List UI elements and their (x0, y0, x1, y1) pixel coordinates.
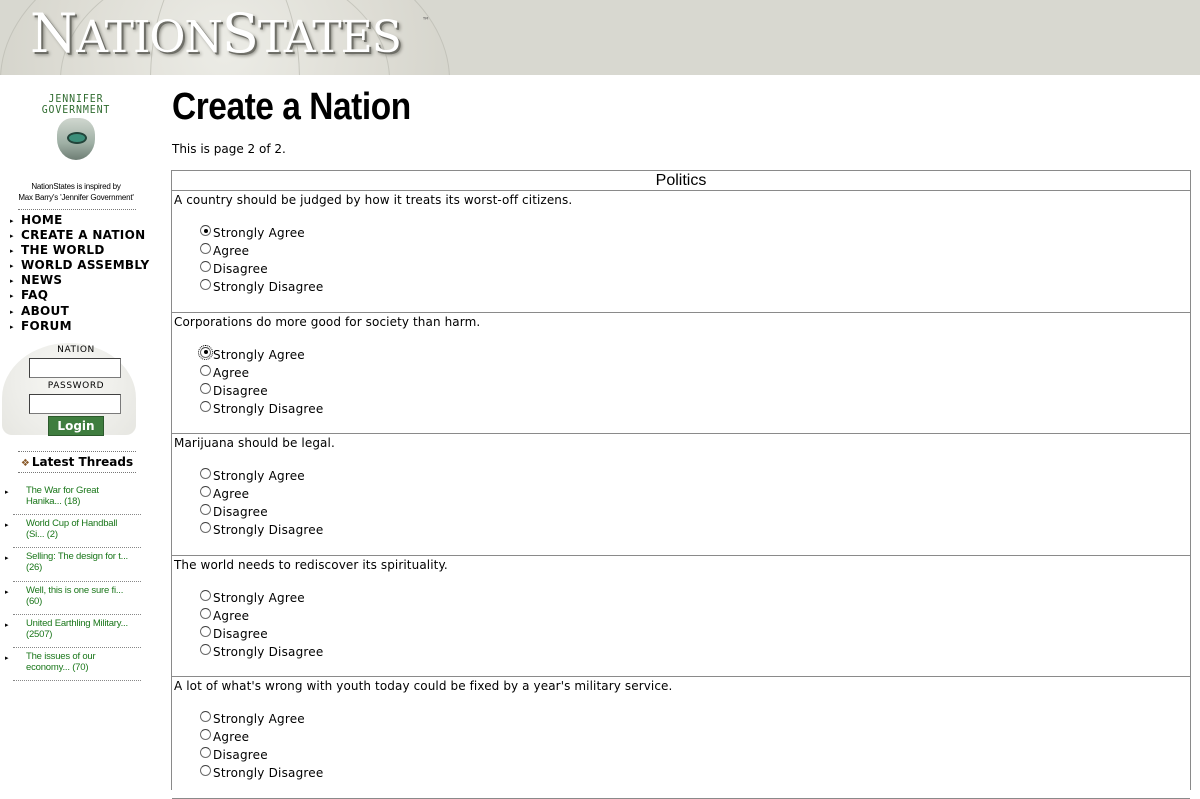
thread-link[interactable]: The War for Great Hanika... (18) (26, 485, 99, 507)
password-label: PASSWORD (47, 381, 105, 391)
option-label: Strongly Disagree (213, 523, 324, 538)
nav-link[interactable]: NEWS (21, 273, 63, 288)
nav-item-the-world[interactable] (10, 243, 149, 258)
jennifer-government-logo[interactable] (36, 93, 116, 160)
arrow-icon: ▸ (5, 653, 9, 662)
arrow-icon: ▸ (10, 232, 14, 241)
arrow-icon: ▸ (10, 217, 14, 225)
answer-option[interactable] (200, 382, 323, 400)
radio-button[interactable] (200, 711, 211, 722)
radio-button[interactable] (200, 644, 211, 655)
site-logo[interactable]: NATIONSTATES (30, 2, 401, 65)
option-label: Disagree (213, 383, 268, 398)
radio-button[interactable] (200, 261, 211, 272)
thread-link[interactable]: United Earthling Military... (2507) (26, 617, 128, 640)
radio-button[interactable] (200, 383, 211, 394)
section-heading: Politics (172, 171, 1190, 191)
inspired-by-text (0, 181, 152, 203)
inspired-line1: NationStates is inspired by (31, 182, 121, 191)
password-input[interactable] (29, 394, 121, 414)
thread-link[interactable]: Well, this is one sure fi... (60) (26, 584, 124, 607)
answer-option[interactable] (200, 746, 323, 764)
nation-input[interactable] (29, 358, 121, 378)
answer-options (200, 710, 323, 782)
option-label: Agree (213, 244, 250, 258)
answer-options (200, 467, 323, 539)
arrow-icon: ▸ (5, 488, 9, 496)
answer-option[interactable] (200, 278, 323, 296)
option-label: Strongly Disagree (213, 280, 324, 294)
answer-option[interactable] (200, 260, 323, 278)
sidebar (0, 75, 152, 781)
answer-option[interactable] (200, 710, 323, 728)
question-text: A country should be judged by how it treats its worst-off citizens. (174, 193, 573, 207)
radio-button[interactable] (200, 765, 211, 776)
login-button[interactable]: Login (48, 416, 104, 436)
radio-button[interactable] (200, 608, 211, 619)
thread-item[interactable] (5, 615, 141, 648)
chat-bubble-icon: ❖ (20, 458, 30, 469)
answer-options (200, 346, 323, 418)
option-label: Agree (213, 608, 250, 623)
answer-option[interactable] (200, 764, 323, 782)
option-label: Disagree (213, 748, 268, 763)
thread-item[interactable] (5, 515, 141, 548)
option-label: Strongly Agree (213, 347, 305, 362)
option-label: Strongly Disagree (213, 766, 324, 781)
radio-button[interactable] (200, 279, 211, 290)
option-label: Strongly Agree (213, 469, 305, 484)
arrow-icon: ▸ (5, 554, 9, 563)
latest-threads-heading (18, 451, 136, 473)
nav-link[interactable]: THE WORLD (21, 243, 105, 258)
nav-item-faq[interactable] (10, 288, 149, 303)
answer-options (200, 224, 323, 296)
answer-option[interactable] (200, 400, 323, 418)
answer-option[interactable] (200, 485, 323, 503)
page-progress-note: This is page 2 of 2. (172, 142, 286, 156)
inspired-line2: Max Barry's 'Jennifer Government' (18, 193, 134, 202)
latest-threads-title: Latest Threads (31, 455, 134, 469)
question-text: Corporations do more good for society than harm. (174, 314, 481, 329)
latest-threads-list (5, 482, 144, 681)
radio-button[interactable] (200, 729, 211, 740)
radio-button[interactable] (200, 225, 211, 236)
arrow-icon: ▸ (10, 277, 14, 286)
answer-option[interactable] (200, 728, 323, 746)
thread-item[interactable] (5, 548, 141, 581)
answer-option[interactable] (200, 346, 323, 364)
radio-button[interactable] (200, 347, 211, 358)
thread-link[interactable]: The issues of our economy... (70) (26, 650, 96, 673)
question-text: A lot of what's wrong with youth today could be fixed by a year's military service. (174, 679, 673, 694)
answer-option[interactable] (200, 589, 323, 607)
answer-options (200, 589, 323, 661)
arrow-icon: ▸ (5, 521, 9, 530)
question-text: Marijuana should be legal. (174, 436, 335, 451)
question-block (172, 434, 1190, 556)
answer-option[interactable] (200, 364, 323, 382)
radio-button[interactable] (200, 486, 211, 497)
option-label: Agree (213, 487, 250, 502)
arrow-icon: ▸ (10, 292, 14, 301)
arrow-icon: ▸ (5, 587, 9, 596)
jg-face-image (57, 118, 95, 160)
answer-option[interactable] (200, 521, 323, 539)
radio-button[interactable] (200, 504, 211, 515)
radio-button[interactable] (200, 522, 211, 533)
option-label: Strongly Agree (213, 590, 305, 605)
question-list (172, 191, 1190, 799)
nav-link[interactable]: CREATE A NATION (21, 228, 146, 243)
radio-button[interactable] (200, 468, 211, 479)
radio-button[interactable] (200, 365, 211, 376)
sidebar-divider (18, 209, 136, 210)
thread-link[interactable]: Selling: The design for t... (26) (26, 551, 128, 574)
thread-item[interactable] (5, 582, 141, 615)
answer-option[interactable] (200, 625, 323, 643)
option-label: Disagree (213, 505, 268, 520)
arrow-icon: ▸ (5, 620, 9, 629)
question-block (172, 313, 1190, 435)
option-label: Agree (213, 730, 250, 745)
answer-option[interactable] (200, 224, 323, 242)
radio-button[interactable] (200, 747, 211, 758)
jg-title-line2: GOVERNMENT (41, 103, 111, 116)
nav-link[interactable]: FAQ (21, 288, 49, 303)
question-block (172, 556, 1190, 678)
option-label: Strongly Agree (213, 712, 305, 727)
arrow-icon: ▸ (10, 247, 14, 256)
nav-link[interactable]: WORLD ASSEMBLY (21, 258, 150, 273)
option-label: Disagree (213, 626, 268, 641)
page-title: Create a Nation (172, 86, 411, 128)
thread-item[interactable] (5, 648, 141, 681)
thread-item[interactable] (5, 482, 141, 515)
nav-item-about[interactable] (10, 304, 149, 319)
option-label: Disagree (213, 262, 268, 276)
trademark-mark: ™ (422, 16, 430, 25)
question-text: The world needs to rediscover its spirituality. (174, 557, 448, 572)
question-block (172, 191, 1190, 313)
arrow-icon: ▸ (10, 262, 14, 271)
thread-link[interactable]: World Cup of Handball (Si... (2) (26, 518, 118, 541)
politics-survey-table (171, 170, 1191, 790)
radio-button[interactable] (200, 243, 211, 254)
nation-label: NATION (57, 345, 95, 355)
nav-item-home[interactable] (10, 213, 149, 228)
answer-option[interactable] (200, 607, 323, 625)
option-label: Strongly Disagree (213, 644, 324, 659)
site-banner (0, 0, 1200, 75)
answer-option[interactable] (200, 467, 323, 485)
nav-item-create-a-nation[interactable] (10, 228, 149, 243)
nav-item-news[interactable] (10, 273, 149, 288)
nav-link[interactable]: ABOUT (21, 303, 70, 318)
answer-option[interactable] (200, 503, 323, 521)
option-label: Strongly Agree (213, 226, 305, 240)
nav-item-world-assembly[interactable] (10, 258, 149, 273)
arrow-icon: ▸ (10, 322, 14, 331)
option-label: Agree (213, 365, 250, 380)
jg-title-line1: JENNIFER (48, 92, 104, 105)
answer-option[interactable] (200, 242, 323, 260)
radio-button[interactable] (200, 401, 211, 412)
option-label: Strongly Disagree (213, 401, 324, 416)
nav-link[interactable]: HOME (21, 213, 63, 227)
radio-button[interactable] (200, 590, 211, 601)
main-nav (10, 213, 149, 334)
answer-option[interactable] (200, 643, 323, 661)
radio-button[interactable] (200, 626, 211, 637)
arrow-icon: ▸ (10, 307, 14, 316)
nav-link[interactable]: FORUM (21, 318, 72, 333)
nav-item-forum[interactable] (10, 319, 149, 334)
